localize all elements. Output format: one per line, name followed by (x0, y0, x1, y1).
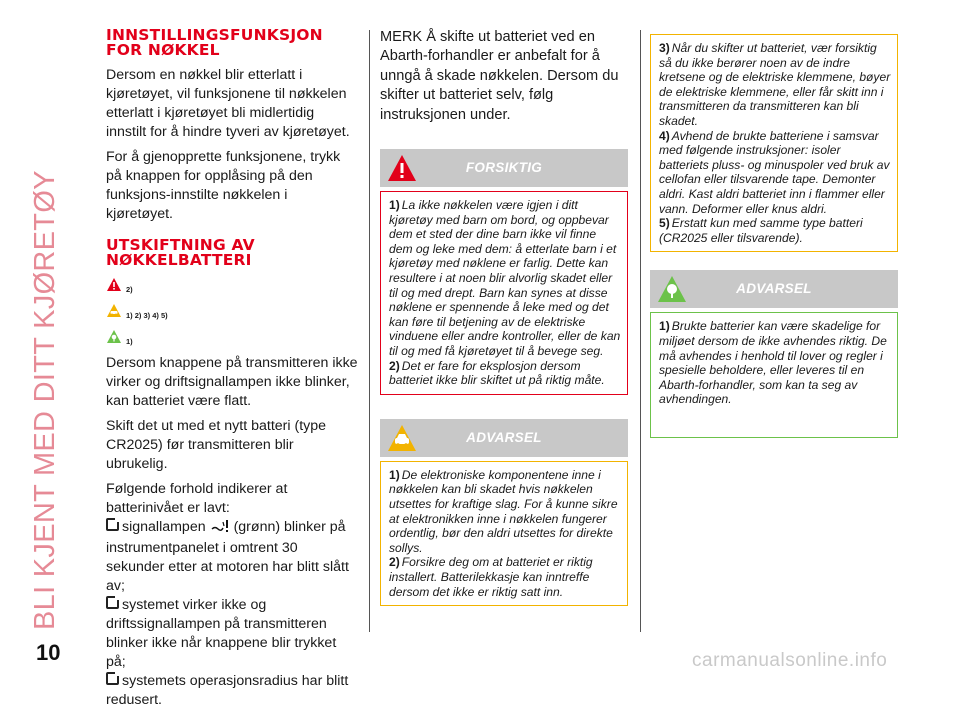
reference-numbers: 1) (126, 336, 133, 346)
warning-banner (380, 419, 628, 457)
side-title-text: BLI KJENT MED DITT KJØRETØY (29, 170, 61, 630)
reference-environment (106, 328, 358, 350)
column-divider (369, 30, 370, 632)
bullet-icon (106, 596, 119, 609)
section-heading-battery-replacement: UTSKIFTNING AV NØKKELBATTERI (106, 236, 255, 269)
warning-item: 4) Avhend de brukte batteriene i samsvar med følgende instruksjoner: isoler batteriets pluss- og minuspoler ved bruk av cellofan eller tilsvarende tape. Demonter aldri. Kast aldri batteriet inn i flammer eller vann. Deformer eller knus aldri. (659, 128, 890, 216)
warning-title: ADVARSEL (466, 429, 542, 445)
caution-item: 2) Det er fare for eksplosjon dersom batteriet ikke blir skiftet ut på riktig måte. (389, 358, 605, 388)
caution-triangle-icon (106, 277, 122, 297)
reference-numbers: 1) 2) 3) 4) 5) (126, 310, 168, 320)
environment-title: ADVARSEL (736, 281, 812, 297)
key-warning-lamp-icon (211, 519, 233, 539)
column-divider (640, 30, 641, 632)
paragraph: Dersom en nøkkel blir etterlatt i kjøretøyet, vil funksjonene til nøkkelen etterlatt i kjøretøyet bli midlertidig innstilt for å hindre tyveri av kjøretøyet. (106, 67, 350, 140)
note-paragraph: MERK Å skifte ut batteriet ved en Abarth-forhandler er anbefalt for å unngå å skade nøkkelen. Dersom du skifter ut batteriet selv, følg instruksjonen under. (380, 29, 619, 123)
reference-caution (106, 276, 358, 298)
reference-warning (106, 302, 358, 324)
warning-item: 2) Forsikre deg om at batteriet er riktig installert. Batterilekkasje kan inntreffe dersom det ikke er riktig satt inn. (389, 555, 593, 599)
column-2 (380, 28, 628, 606)
environment-box (650, 312, 898, 438)
reference-numbers: 2) (126, 284, 133, 294)
bullet-item: signallampen (grønn) blinker på instrumentpanelet i omtrent 30 sekunder etter at motoren har blitt slått av; (106, 519, 349, 594)
watermark: carmanualsonline.info (692, 650, 888, 671)
warning-item: 3) Når du skifter ut batteriet, vær forsiktig så du ikke berører noen av de indre kretsene og de elektriske klemmene, bøyer de elektriske klemmene, eller får skitt inn i transmitteren da transmitteren kan bli skadet. (659, 41, 891, 128)
paragraph: Følgende forhold indikerer at batterinivået er lavt: (106, 481, 288, 516)
bullet-icon (106, 672, 119, 685)
environment-banner (650, 270, 898, 308)
paragraph: Dersom knappene på transmitteren ikke virker og driftsignallampen ikke blinker, kan batteriet være flatt. (106, 355, 358, 409)
environment-tree-icon (106, 329, 122, 349)
caution-box (380, 191, 628, 395)
caution-title: FORSIKTIG (465, 160, 543, 176)
bullet-item: systemets operasjonsradius har blitt redusert. (106, 673, 349, 708)
paragraph: For å gjenopprette funksjonene, trykk på knappen for opplåsing på den funksjons-innstilte nøkkelen i kjøretøyet. (106, 149, 341, 222)
bullet-icon (106, 518, 119, 531)
caution-item: 1) La ikke nøkkelen være igjen i ditt kjøretøy med barn om bord, og oppbevar dem et sted der dine barn ikke vil finne dem og leke med dem: å etterlate barn i et kjøretøy med nøklene er farlig. Dette kan resultere i at noen blir alvorlig skadet eller til og med drept. Barn kan synes at disse nøklene er spennende å leke med og det kan føre til betjening av de elektriske vinduene eller andre kontroller, eller de kan til og med få kjøretøyet til å bevege seg. (389, 198, 621, 358)
warning-box (380, 461, 628, 606)
warning-box-continued (650, 34, 898, 252)
paragraph: Skift det ut med et nytt batteri (type CR2025) før transmitteren blir ubrukelig. (106, 418, 327, 472)
car-warning-icon (106, 303, 122, 323)
side-section-title (22, 30, 62, 640)
column-1 (106, 28, 358, 710)
warning-item: 1) De elektroniske komponentene inne i nøkkelen kan bli skadet hvis nøkkelen utsettes for kraftige slag. For å kunne sikre at elektronikken inne i nøkkelen fungerer ordentlig, bør den aldri utsettes for direkte sollys. (389, 467, 618, 555)
environment-item: 1) Brukte batterier kan være skadelige for miljøet dersom de ikke avhendes riktig. De må avhendes i henhold til lover og regler i spesielle beholdere, eller leveres til en Abarth-forhandler, som kan ta seg av avhendingen. (659, 319, 887, 407)
page-number: 10 (36, 640, 61, 665)
section-heading-key-setting: INNSTILLINGSFUNKSJON FOR NØKKEL (106, 26, 323, 59)
bullet-item: systemet virker ikke og driftssignallampen på transmitteren blinker ikke når knappene blir trykket på; (106, 597, 337, 670)
column-3 (650, 34, 898, 438)
caution-banner (380, 149, 628, 187)
warning-item: 5) Erstatt kun med samme type batteri (CR2025 eller tilsvarende). (659, 216, 863, 245)
